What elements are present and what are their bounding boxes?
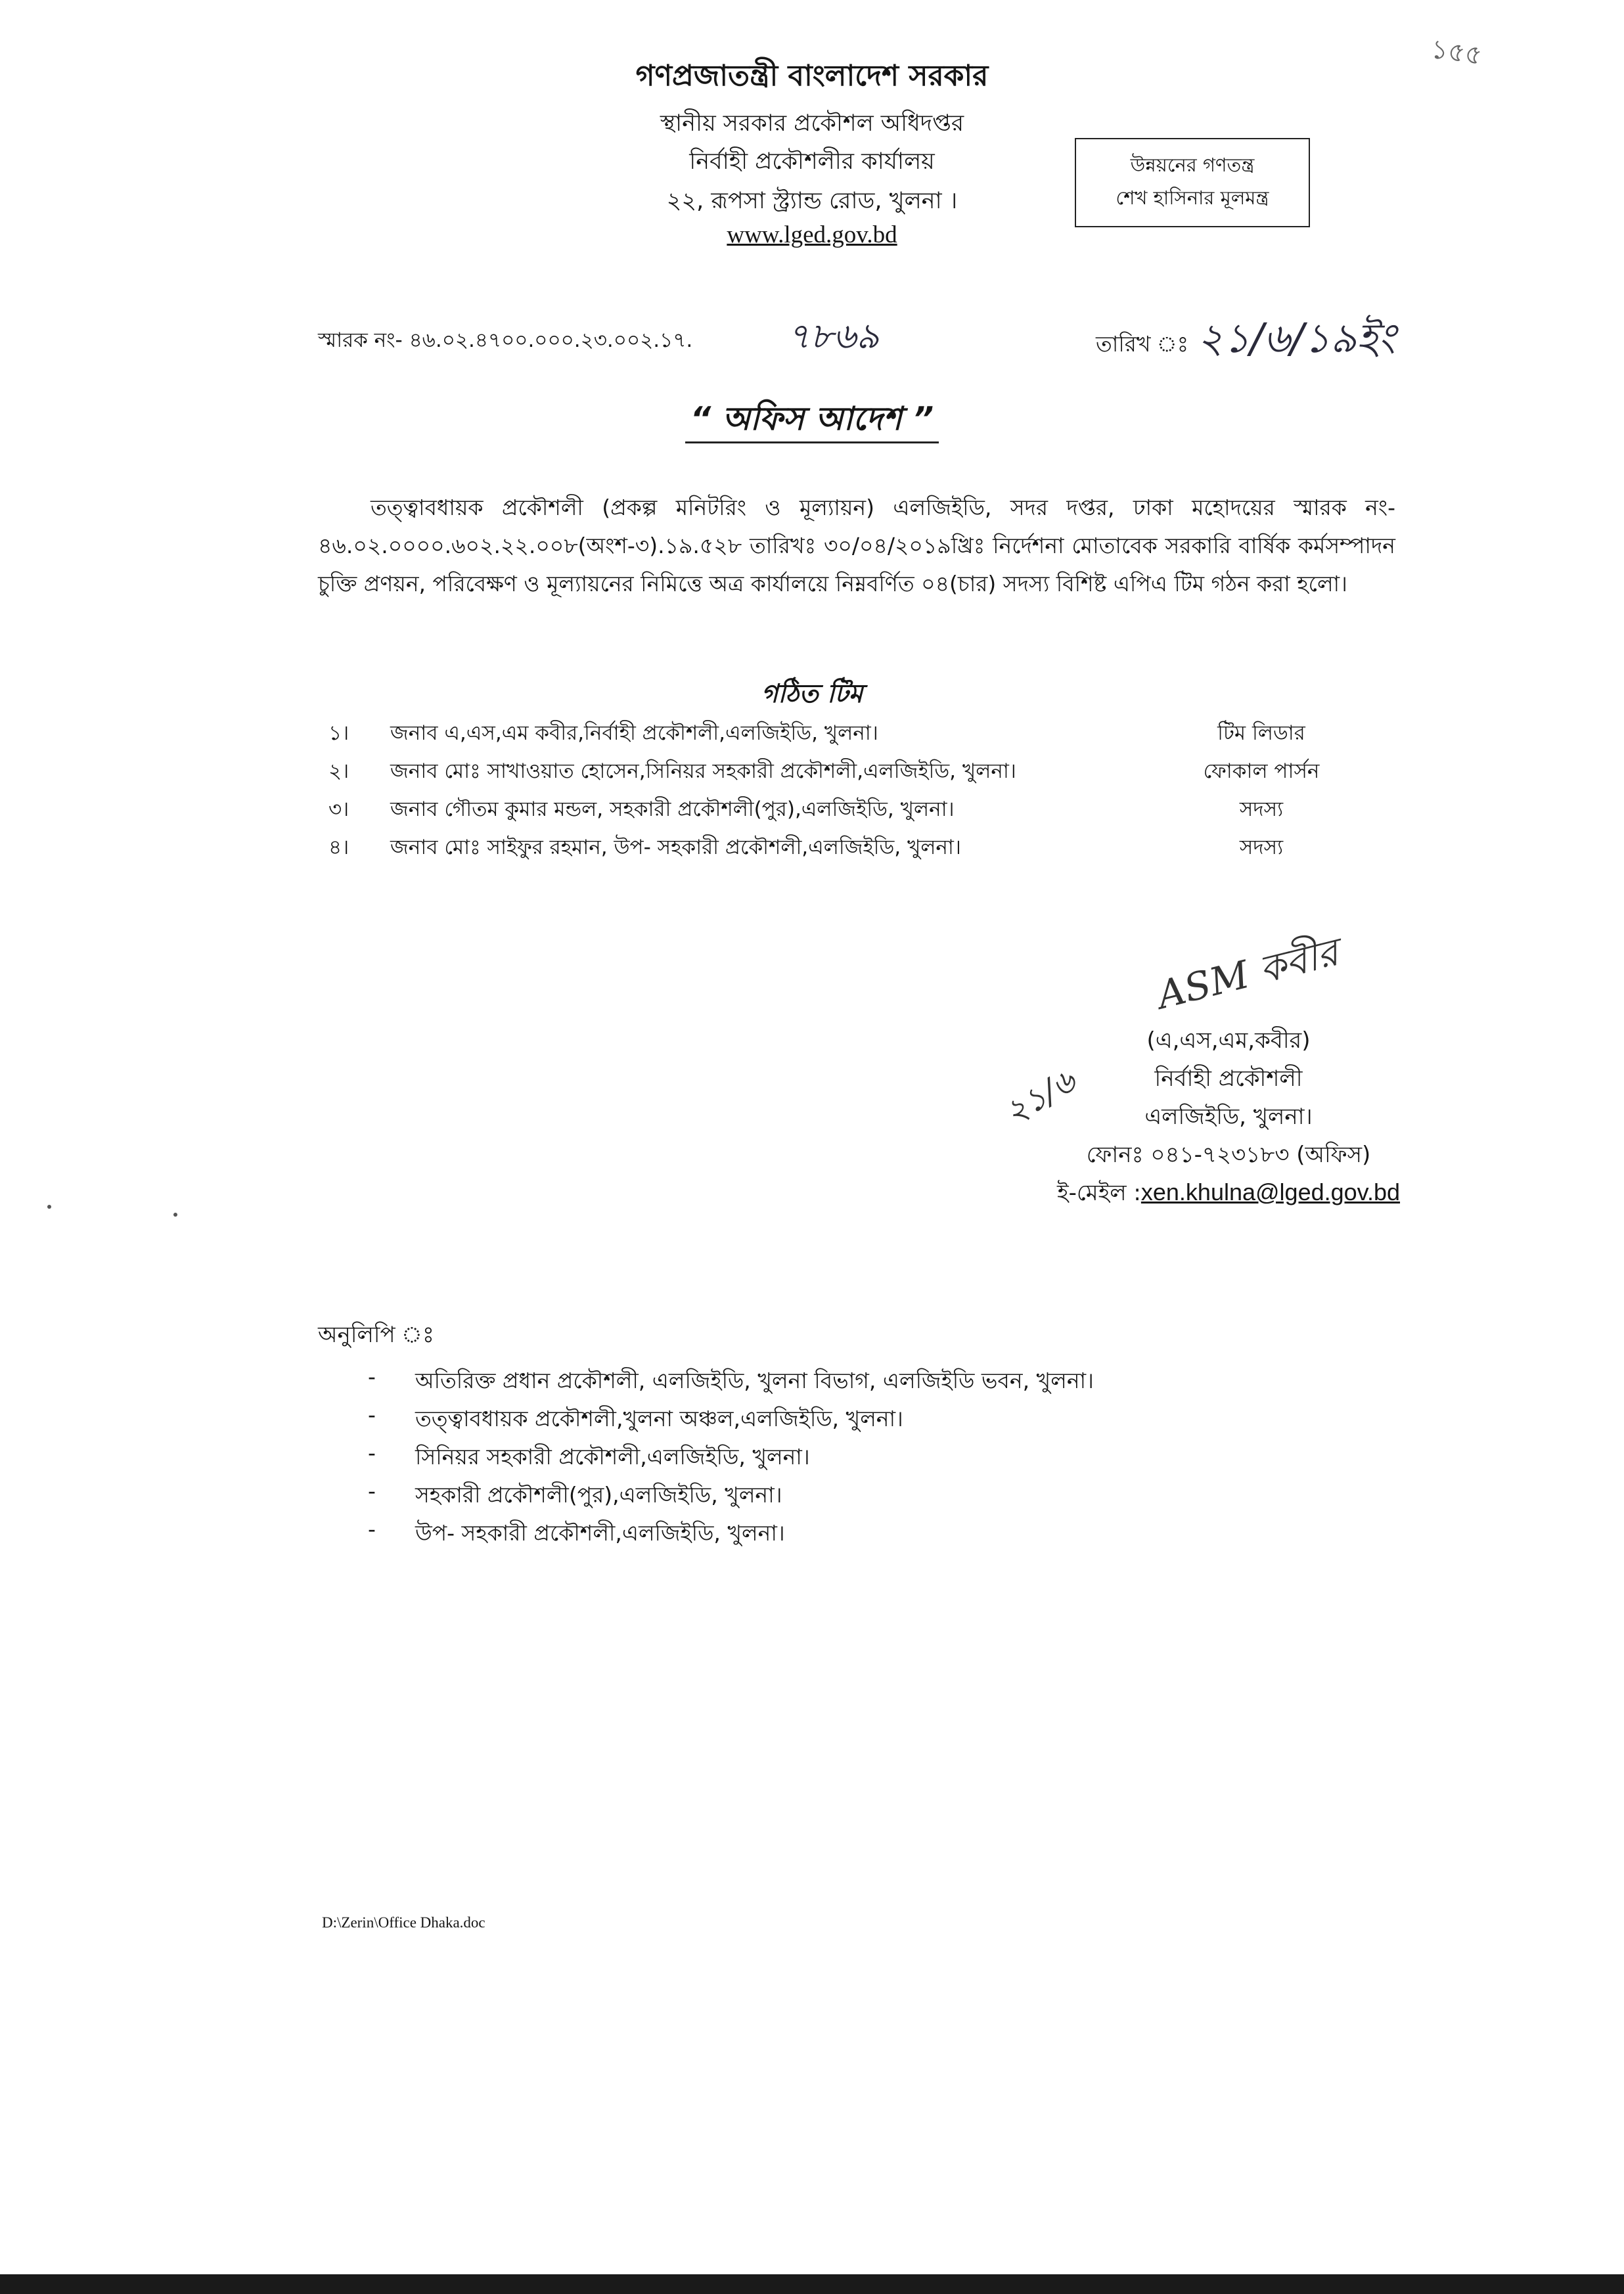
signatory-phone: ফোনঃ ০৪১-৭২৩১৮৩ (অফিস)	[1086, 1142, 1371, 1168]
memo-reference-handwritten: ৭৮৬৯	[787, 315, 880, 357]
copy-item-text: সহকারী প্রকৌশলী(পুর),এলজিইডি, খুলনা।	[415, 1482, 782, 1508]
scan-speck	[173, 1213, 177, 1217]
scan-speck	[47, 1205, 51, 1209]
signatory-designation: নির্বাহী প্রকৌশলী	[1154, 1066, 1303, 1092]
margin-note: ১৫৫	[1429, 34, 1484, 72]
team-member-role: টিম লিডার	[1217, 721, 1305, 745]
office-address: ২২, রূপসা স্ট্র্যান্ড রোড, খুলনা ।	[666, 188, 958, 214]
date-handwritten: ২১/৬/১৯ইং	[1197, 314, 1396, 362]
team-row	[328, 794, 1353, 830]
copies-label: অনুলিপি ঃ	[318, 1322, 434, 1348]
team-member-role: সদস্য	[1239, 798, 1284, 821]
team-member-role: ফোকাল পার্সন	[1203, 759, 1320, 783]
document-title	[0, 394, 1624, 448]
office-name: নির্বাহী প্রকৌশলীর কার্যালয়	[689, 148, 935, 175]
signatory-email-line	[985, 1176, 1472, 1213]
motto-box	[1075, 138, 1310, 227]
government-title: গণপ্রজাতন্ত্রী বাংলাদেশ সরকার	[635, 59, 989, 93]
team-row-number: ১।	[328, 721, 350, 745]
motto-line-1: উন্নয়নের গণতন্ত্র	[1130, 154, 1255, 176]
signatory-org: এলজিইডি, খুলনা।	[1144, 1104, 1313, 1130]
scan-edge-bar	[0, 2274, 1624, 2294]
copy-item-text: অতিরিক্ত প্রধান প্রকৌশলী, এলজিইডি, খুলনা বিভাগ, এলজিইডি ভবন, খুলনা।	[415, 1368, 1094, 1393]
motto-line-2: শেখ হাসিনার মূলমন্ত্র	[1116, 187, 1269, 209]
team-row-number: ২।	[328, 759, 350, 783]
team-heading: গঠিত টিম	[761, 679, 863, 709]
team-member-name: জনাব গৌতম কুমার মন্ডল, সহকারী প্রকৌশলী(পুর),এলজিইডি, খুলনা।	[390, 798, 955, 821]
body-paragraph: তত্ত্বাবধায়ক প্রকৌশলী (প্রকল্প মনিটরিং ও মূল্যায়ন) এলজিইডি, সদর দপ্তর, ঢাকা মহোদয়ের স্মারক নং- ৪৬.০২.০০০০.৬০২.২২.০০৮(অংশ-৩).১৯.৫২৮ তারিখঃ ৩০/০৪/২০১৯খ্রিঃ নির্দেশনা মোতাবেক সরকারি বার্ষিক কর্মসম্পাদন চুক্তি প্রণয়ন, পরিবেক্ষণ ও মূল্যায়নের নিমিত্তে অত্র কার্যালয়ে নিম্নবর্ণিত ০৪(চার) সদস্য বিশিষ্ট এপিএ টিম গঠন করা হলো।	[318, 495, 1395, 596]
initial-scribble: ২১/৬	[997, 1061, 1082, 1133]
team-row	[328, 755, 1353, 792]
copy-item-text: তত্ত্বাবধায়ক প্রকৌশলী,খুলনা অঞ্চল,এলজিইডি, খুলনা।	[415, 1406, 903, 1431]
team-row	[328, 717, 1353, 754]
copy-item-text: উপ- সহকারী প্রকৌশলী,এলজিইডি, খুলনা।	[415, 1520, 785, 1546]
signature-scribble: ASM কবীর	[1152, 930, 1343, 1018]
email-label: ই-মেইল :	[1056, 1180, 1141, 1206]
team-row-number: ৩।	[328, 798, 350, 821]
department-name: স্থানীয় সরকার প্রকৌশল অধিদপ্তর	[660, 110, 964, 137]
website-link[interactable]: www.lged.gov.bd	[727, 221, 897, 248]
memo-reference: স্মারক নং- ৪৬.০২.৪৭০০.০০০.২৩.০০২.১৭.	[318, 328, 693, 352]
team-member-name: জনাব মোঃ সাইফুর রহমান, উপ- সহকারী প্রকৌশলী,এলজিইডি, খুলনা।	[390, 836, 962, 859]
signatory-name: (এ,এস,এম,কবীর)	[1146, 1027, 1311, 1054]
document-title-text: “ অফিস আদেশ ”	[685, 400, 939, 443]
email-link[interactable]: xen.khulna@lged.gov.bd	[1140, 1179, 1401, 1205]
file-path-footer: D:\Zerin\Office Dhaka.doc	[322, 1914, 485, 1931]
team-member-role: সদস্য	[1239, 836, 1284, 859]
team-row	[328, 832, 1353, 868]
date-label: তারিখ ঃ	[1096, 331, 1189, 357]
team-member-name: জনাব এ,এস,এম কবীর,নির্বাহী প্রকৌশলী,এলজিইডি, খুলনা।	[390, 721, 878, 745]
copy-item-text: সিনিয়র সহকারী প্রকৌশলী,এলজিইডি, খুলনা।	[415, 1444, 810, 1470]
team-member-name: জনাব মোঃ সাখাওয়াত হোসেন,সিনিয়র সহকারী প্রকৌশলী,এলজিইডি, খুলনা।	[390, 759, 1016, 783]
team-row-number: ৪।	[328, 836, 350, 859]
